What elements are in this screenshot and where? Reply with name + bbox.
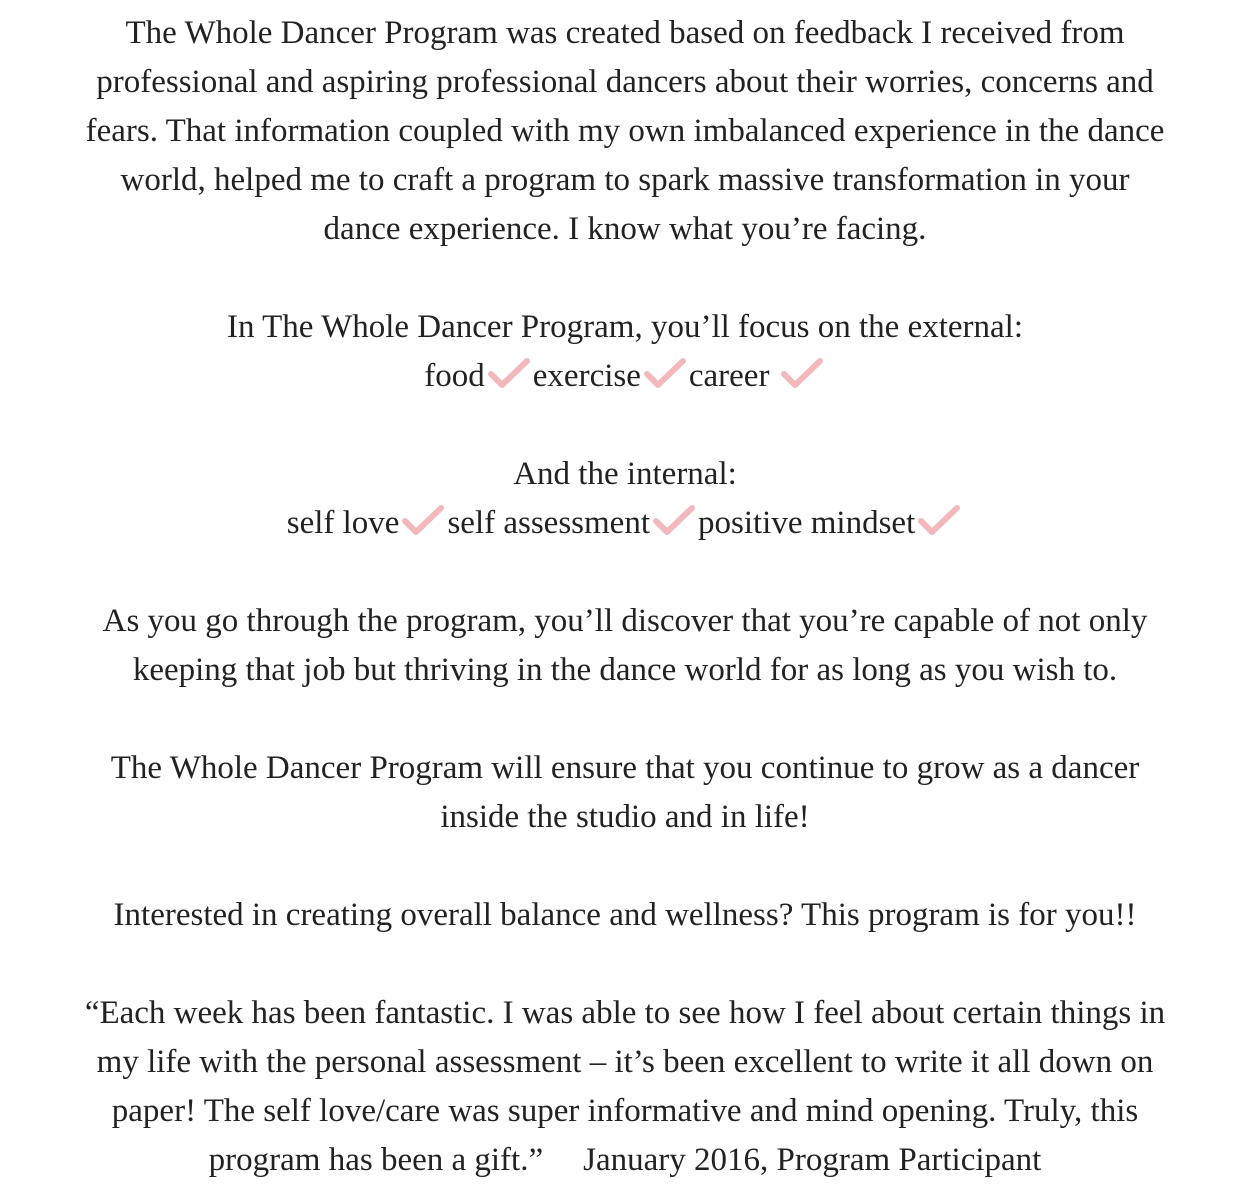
intro-line: world, helped me to craft a program to spark massive transformation in your xyxy=(120,162,1130,198)
checklist-item-label: positive mindset xyxy=(698,505,916,541)
external-checklist xyxy=(0,352,1250,401)
check-mark-icon xyxy=(641,352,689,392)
checklist-item-label: career xyxy=(688,358,770,394)
checklist-item xyxy=(287,499,448,548)
intro-line: dance experience. I know what you’re facing. xyxy=(323,211,927,247)
interested-line: Interested in creating overall balance and wellness? This program is for you!! xyxy=(113,897,1137,933)
external-section xyxy=(0,303,1250,401)
testimonial-quote-end: program has been a gift.” xyxy=(208,1142,544,1178)
testimonial-line: my life with the personal assessment – it’s been excellent to write it all down on xyxy=(96,1044,1154,1080)
page-content xyxy=(0,9,1250,1185)
testimonial-attribution: January 2016, Program Participant xyxy=(583,1142,1042,1178)
check-mark-icon xyxy=(650,499,698,539)
discover-line: As you go through the program, you’ll discover that you’re capable of not only xyxy=(102,603,1148,639)
intro-line: professional and aspiring professional dancers about their worries, concerns and xyxy=(96,64,1154,100)
check-mark-icon xyxy=(399,499,447,539)
checklist-item xyxy=(689,352,826,401)
checklist-item-label: exercise xyxy=(532,358,641,394)
check-mark-icon xyxy=(915,499,963,539)
check-mark-icon xyxy=(778,352,826,392)
check-mark-icon xyxy=(485,352,533,392)
discover-line: keeping that job but thriving in the dance world for as long as you wish to. xyxy=(132,652,1118,688)
testimonial xyxy=(0,989,1250,1185)
interested-paragraph xyxy=(0,891,1250,940)
internal-section xyxy=(0,450,1250,548)
internal-heading: And the internal: xyxy=(513,456,737,492)
discover-paragraph xyxy=(0,597,1250,695)
testimonial-last-line xyxy=(0,1136,1250,1185)
testimonial-line: “Each week has been fantastic. I was able to see how I feel about certain things in xyxy=(84,995,1166,1031)
checklist-item-label: self love xyxy=(286,505,400,541)
grow-line: inside the studio and in life! xyxy=(440,799,810,835)
internal-checklist xyxy=(0,499,1250,548)
checklist-item-label: food xyxy=(424,358,485,394)
checklist-item xyxy=(424,352,533,401)
checklist-item-label: self assessment xyxy=(447,505,650,541)
checklist-item xyxy=(447,499,698,548)
grow-line: The Whole Dancer Program will ensure that you continue to grow as a dancer xyxy=(110,750,1140,786)
external-heading: In The Whole Dancer Program, you’ll focus on the external: xyxy=(226,309,1024,345)
checklist-item xyxy=(533,352,689,401)
intro-line: The Whole Dancer Program was created based on feedback I received from xyxy=(125,15,1125,51)
intro-paragraph xyxy=(0,9,1250,254)
intro-line: fears. That information coupled with my own imbalanced experience in the dance xyxy=(85,113,1165,149)
testimonial-line: paper! The self love/care was super informative and mind opening. Truly, this xyxy=(111,1093,1139,1129)
checklist-item xyxy=(698,499,963,548)
grow-paragraph xyxy=(0,744,1250,842)
